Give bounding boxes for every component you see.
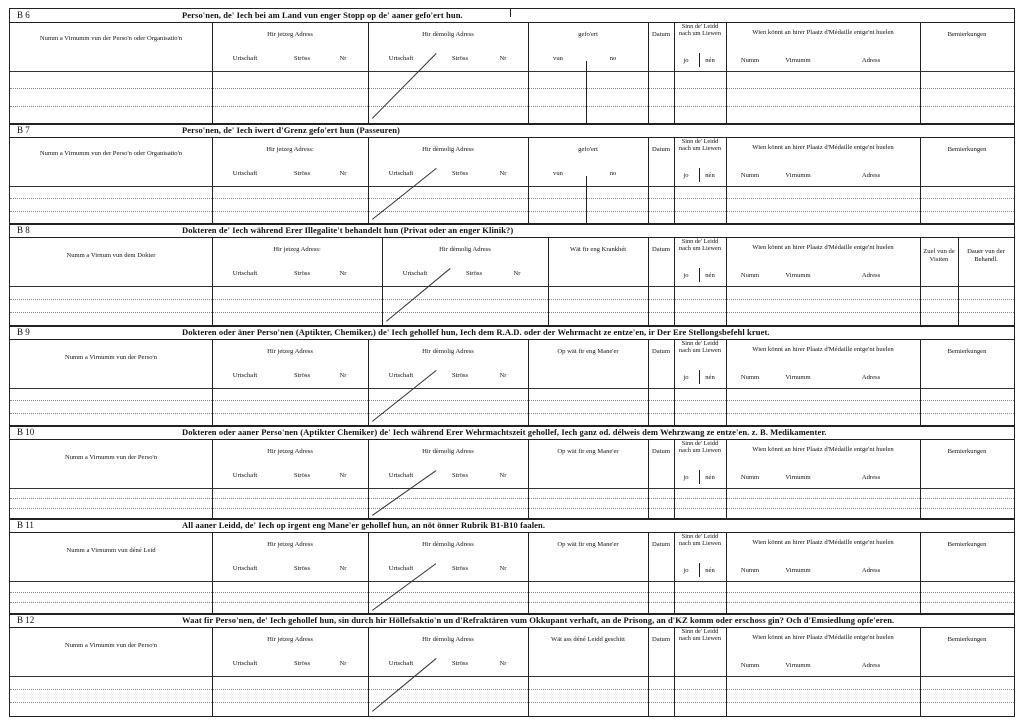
- former-address-header: Hir dèmolig Adress: [422, 448, 474, 455]
- remarks-header: Bemierkungen: [947, 31, 987, 38]
- date-header: Datum: [652, 246, 670, 253]
- detail-column-header: Op wät fir eng Mane'er: [557, 448, 619, 455]
- from-subheader: vun: [553, 170, 563, 177]
- medal-name-subheader: Numm: [740, 172, 760, 179]
- street-subheader: Ströss: [293, 565, 311, 572]
- form-section: [9, 325, 1015, 427]
- number-subheader: Nr: [339, 270, 347, 277]
- current-address-header: Hir jetzeg Adress:: [273, 246, 321, 253]
- number-subheader: Nr: [339, 372, 347, 379]
- locality-subheader: Urtschaft: [388, 660, 414, 667]
- alive-header: Sinn de' Leidd nach um Liewen: [679, 238, 721, 252]
- date-header: Datum: [652, 31, 670, 38]
- section-code: B 9: [17, 327, 30, 337]
- row-divider: [10, 286, 1014, 287]
- medal-name-subheader: Numm: [740, 57, 760, 64]
- date-header: Datum: [652, 146, 670, 153]
- column-divider: [586, 61, 587, 124]
- column-divider: [699, 268, 700, 282]
- locality-subheader: Urtschaft: [388, 170, 414, 177]
- former-address-header: Hir dèmolig Adress: [422, 146, 474, 153]
- number-subheader: Nr: [499, 660, 507, 667]
- number-subheader: Nr: [339, 472, 347, 479]
- dotted-row-line: [10, 702, 1014, 703]
- date-header: Datum: [652, 348, 670, 355]
- locality-subheader: Urtschaft: [388, 372, 414, 379]
- form-section: [9, 613, 1015, 717]
- name-column-header: Numm a Virnumm vun der Perso'n: [64, 642, 158, 649]
- medal-recipient-header: Wien könnt an hirer Plaatz d'Médaille entge'nt huelen: [752, 29, 894, 36]
- row-divider: [10, 581, 1014, 582]
- street-subheader: Ströss: [451, 472, 469, 479]
- former-address-header: Hir dèmolig Adress: [422, 348, 474, 355]
- alive-header: Sinn de' Leidd nach um Liewen: [679, 23, 721, 37]
- column-divider: [528, 23, 529, 124]
- locality-subheader: Urtschaft: [232, 472, 258, 479]
- medal-recipient-header: Wien könnt an hirer Plaatz d'Médaille entge'nt huelen: [752, 144, 894, 151]
- column-divider: [699, 563, 700, 577]
- dotted-row-line: [10, 400, 1014, 401]
- medal-address-subheader: Adress: [861, 57, 881, 64]
- medal-recipient-header: Wien könnt an hirer Plaatz d'Médaille entge'nt huelen: [752, 346, 894, 353]
- section-title: Dokteren oder äner Perso'nen (Aptikter, Chemiker,) de' Iech gehollef hun, Iech dem R.A.D. oder der Wehrmacht ze entze'en, ir Der Ere Stellongsbefehl kruet.: [182, 327, 770, 337]
- section-title: Perso'nen, de' Iech bei am Land vun enger Stopp op de' aaner gefo'ert hun.: [182, 10, 463, 20]
- section-header: [10, 124, 1014, 138]
- form-section: [9, 223, 1015, 327]
- section-code: B 8: [17, 225, 30, 235]
- medal-firstname-subheader: Virnumm: [785, 374, 811, 381]
- street-subheader: Ströss: [451, 55, 469, 62]
- current-address-header: Hir jetzeg Adress:: [266, 146, 314, 153]
- to-subheader: no: [609, 55, 617, 62]
- column-divider: [674, 23, 675, 124]
- remarks-header: Bemierkungen: [947, 146, 987, 153]
- number-subheader: Nr: [339, 660, 347, 667]
- detail-column-header: gefo'ert: [578, 31, 598, 38]
- section-title: Waat fir Perso'nen, de' Iech gehollef hun, sin durch hir Höllefsaktio'n un d'Refraktären vum Okkupant verhaft, an de Prisong, an d'KZ komm oder erschoss gin? Och d'Emsiedlung opfe'eren.: [182, 615, 895, 625]
- medal-name-subheader: Numm: [740, 567, 760, 574]
- medal-address-subheader: Adress: [861, 662, 881, 669]
- row-divider: [10, 488, 1014, 489]
- medal-recipient-header: Wien könnt an hirer Plaatz d'Médaille entge'nt huelen: [752, 539, 894, 546]
- name-column-header: Numm a Virnumm vun déné Leid: [66, 547, 156, 554]
- current-address-header: Hir jetzeg Adress: [267, 31, 313, 38]
- no-subheader: nén: [705, 57, 715, 64]
- yes-subheader: jo: [683, 567, 689, 574]
- current-address-header: Hir jetzeg Adress: [267, 348, 313, 355]
- detail-column-header: Op wät fir eng Mane'er: [557, 541, 619, 548]
- number-subheader: Nr: [499, 472, 507, 479]
- dotted-row-line: [10, 602, 1014, 603]
- dotted-row-line: [10, 88, 1014, 89]
- yes-subheader: jo: [683, 272, 689, 279]
- yes-subheader: jo: [683, 172, 689, 179]
- alive-header: Sinn de' Leidd nach um Liewen: [679, 138, 721, 152]
- medal-address-subheader: Adress: [861, 172, 881, 179]
- yes-subheader: jo: [683, 474, 689, 481]
- no-subheader: nén: [705, 374, 715, 381]
- detail-column-header: Wät ass déné Leidd geschitt: [551, 636, 625, 643]
- street-subheader: Ströss: [465, 270, 483, 277]
- medal-recipient-header: Wien könnt an hirer Plaatz d'Médaille entge'nt huelen: [752, 634, 894, 641]
- visits-count-header: Zuel vun de Visiten: [923, 248, 955, 263]
- number-subheader: Nr: [499, 372, 507, 379]
- dotted-row-line: [10, 299, 1014, 300]
- medal-recipient-header: Wien könnt an hirer Plaatz d'Médaille entge'nt huelen: [752, 244, 894, 251]
- dotted-row-line: [10, 106, 1014, 107]
- form-section: [9, 8, 1015, 125]
- alive-header: Sinn de' Leidd nach um Liewen: [679, 628, 721, 642]
- remarks-header: Bemierkungen: [947, 636, 987, 643]
- name-column-header: Numm a Virnum vun dem Dokter: [66, 252, 156, 259]
- column-divider: [699, 370, 700, 384]
- number-subheader: Nr: [513, 270, 521, 277]
- no-subheader: nén: [705, 474, 715, 481]
- form-section: [9, 425, 1015, 520]
- medal-name-subheader: Numm: [740, 374, 760, 381]
- date-header: Datum: [652, 448, 670, 455]
- name-column-header: Numm a Virnumm vun der Perso'n oder Organisatio'n: [39, 35, 183, 42]
- no-subheader: nén: [705, 172, 715, 179]
- current-address-header: Hir jetzeg Adress: [267, 541, 313, 548]
- detail-column-header: Op wät fir eng Mane'er: [557, 348, 619, 355]
- name-column-header: Numm a Virnumm vun der Perso'n: [64, 354, 158, 361]
- medal-firstname-subheader: Virnumm: [785, 272, 811, 279]
- form-section: [9, 518, 1015, 615]
- row-divider: [10, 676, 1014, 677]
- dotted-row-line: [10, 312, 1014, 313]
- column-divider: [699, 470, 700, 484]
- number-subheader: Nr: [499, 170, 507, 177]
- detail-column-header: Wät fir eng Krankhét: [569, 246, 627, 253]
- former-address-header: Hir dèmolig Adress: [422, 541, 474, 548]
- form-page: [9, 8, 1015, 720]
- no-subheader: nén: [705, 272, 715, 279]
- dotted-row-line: [10, 413, 1014, 414]
- section-title: Dokteren de' Iech während Erer Illegalite't behandelt hun (Privat oder an enger Klinik?): [182, 225, 514, 235]
- street-subheader: Ströss: [293, 270, 311, 277]
- from-subheader: vun: [553, 55, 563, 62]
- treatment-duration-header: Dauer vun der Behandl.: [967, 248, 1005, 263]
- form-section: [9, 123, 1015, 225]
- medal-recipient-header: Wien könnt an hirer Plaatz d'Médaille entge'nt huelen: [752, 446, 894, 453]
- section-header: [10, 224, 1014, 238]
- locality-subheader: Urtschaft: [232, 270, 258, 277]
- medal-name-subheader: Numm: [740, 662, 760, 669]
- number-subheader: Nr: [339, 170, 347, 177]
- medal-address-subheader: Adress: [861, 474, 881, 481]
- section-title: All aaner Leidd, de' Iech op irgent eng Mane'er gehollef hun, an nöt önner Rubrik B1-B10 faalen.: [182, 520, 546, 530]
- section-header: [10, 9, 1014, 23]
- date-header: Datum: [652, 636, 670, 643]
- name-column-header: Numm a Virnumm vun der Perso'n: [64, 454, 158, 461]
- no-subheader: nén: [705, 567, 715, 574]
- medal-name-subheader: Numm: [740, 474, 760, 481]
- row-divider: [10, 388, 1014, 389]
- street-subheader: Ströss: [451, 565, 469, 572]
- locality-subheader: Urtschaft: [388, 565, 414, 572]
- section-header: [10, 614, 1014, 628]
- column-divider: [586, 176, 587, 224]
- dotted-row-line: [10, 211, 1014, 212]
- yes-subheader: jo: [683, 57, 689, 64]
- locality-subheader: Urtschaft: [232, 660, 258, 667]
- street-subheader: Ströss: [293, 472, 311, 479]
- locality-subheader: Urtschaft: [232, 372, 258, 379]
- column-divider: [699, 168, 700, 182]
- dotted-row-line: [10, 198, 1014, 199]
- dotted-row-line: [10, 592, 1014, 593]
- section-title: Dokteren oder aaner Perso'nen (Aptikter Chemiker) de' Iech während Erer Wehrmachtszeit gehollef, Iech ganz od. délweis dem Wehrzwang ze entze'en. z. B. Medikamenter.: [182, 427, 827, 437]
- medal-firstname-subheader: Virnumm: [785, 567, 811, 574]
- street-subheader: Ströss: [451, 372, 469, 379]
- number-subheader: Nr: [339, 55, 347, 62]
- former-address-header: Hir dèmolig Adress: [439, 246, 491, 253]
- medal-firstname-subheader: Virnumm: [785, 172, 811, 179]
- street-subheader: Ströss: [293, 660, 311, 667]
- dotted-row-line: [10, 689, 1014, 690]
- former-address-header: Hir dèmolig Adress: [422, 636, 474, 643]
- locality-subheader: Urtschaft: [232, 55, 258, 62]
- section-header: [10, 426, 1014, 440]
- section-title: Perso'nen, de' Iech iwert d'Grenz gefo'ert hun (Passeuren): [182, 125, 400, 135]
- section-code: B 11: [17, 520, 34, 530]
- number-subheader: Nr: [339, 565, 347, 572]
- locality-subheader: Urtschaft: [232, 565, 258, 572]
- medal-address-subheader: Adress: [861, 374, 881, 381]
- street-subheader: Ströss: [451, 170, 469, 177]
- medal-address-subheader: Adress: [861, 272, 881, 279]
- former-address-header: Hir dèmolig Adress: [422, 31, 474, 38]
- section-code: B 7: [17, 125, 30, 135]
- section-header: [10, 519, 1014, 533]
- alive-header: Sinn de' Leidd nach um Liewen: [679, 533, 721, 547]
- section-header: [10, 326, 1014, 340]
- street-subheader: Ströss: [451, 660, 469, 667]
- yes-subheader: jo: [683, 374, 689, 381]
- medal-firstname-subheader: Virnumm: [785, 474, 811, 481]
- to-subheader: no: [609, 170, 617, 177]
- locality-subheader: Urtschaft: [388, 472, 414, 479]
- medal-firstname-subheader: Virnumm: [785, 57, 811, 64]
- remarks-header: Bemierkungen: [947, 541, 987, 548]
- alive-header: Sinn de' Leidd nach um Liewen: [679, 440, 721, 454]
- section-code: B 10: [17, 427, 35, 437]
- street-subheader: Ströss: [293, 55, 311, 62]
- current-address-header: Hir jetzeg Adress: [267, 636, 313, 643]
- medal-address-subheader: Adress: [861, 567, 881, 574]
- detail-column-header: gefo'ert: [578, 146, 598, 153]
- row-divider: [10, 186, 1014, 187]
- street-subheader: Ströss: [293, 170, 311, 177]
- current-address-header: Hir jetzeg Adress: [267, 448, 313, 455]
- street-subheader: Ströss: [293, 372, 311, 379]
- medal-name-subheader: Numm: [740, 272, 760, 279]
- date-header: Datum: [652, 541, 670, 548]
- locality-subheader: Urtschaft: [402, 270, 428, 277]
- remarks-header: Bemierkungen: [947, 348, 987, 355]
- number-subheader: Nr: [499, 565, 507, 572]
- locality-subheader: Urtschaft: [388, 55, 414, 62]
- column-divider: [726, 23, 727, 124]
- column-divider: [699, 53, 700, 67]
- name-column-header: Numm a Virnumm vun der Perso'n oder Organisatio'n: [39, 150, 183, 157]
- locality-subheader: Urtschaft: [232, 170, 258, 177]
- dotted-row-line: [10, 508, 1014, 509]
- row-divider: [10, 71, 1014, 72]
- remarks-header: Bemierkungen: [947, 448, 987, 455]
- number-subheader: Nr: [499, 55, 507, 62]
- dotted-row-line: [10, 498, 1014, 499]
- section-code: B 6: [17, 10, 30, 20]
- alive-header: Sinn de' Leidd nach um Liewen: [679, 340, 721, 354]
- medal-firstname-subheader: Virnumm: [785, 662, 811, 669]
- section-code: B 12: [17, 615, 35, 625]
